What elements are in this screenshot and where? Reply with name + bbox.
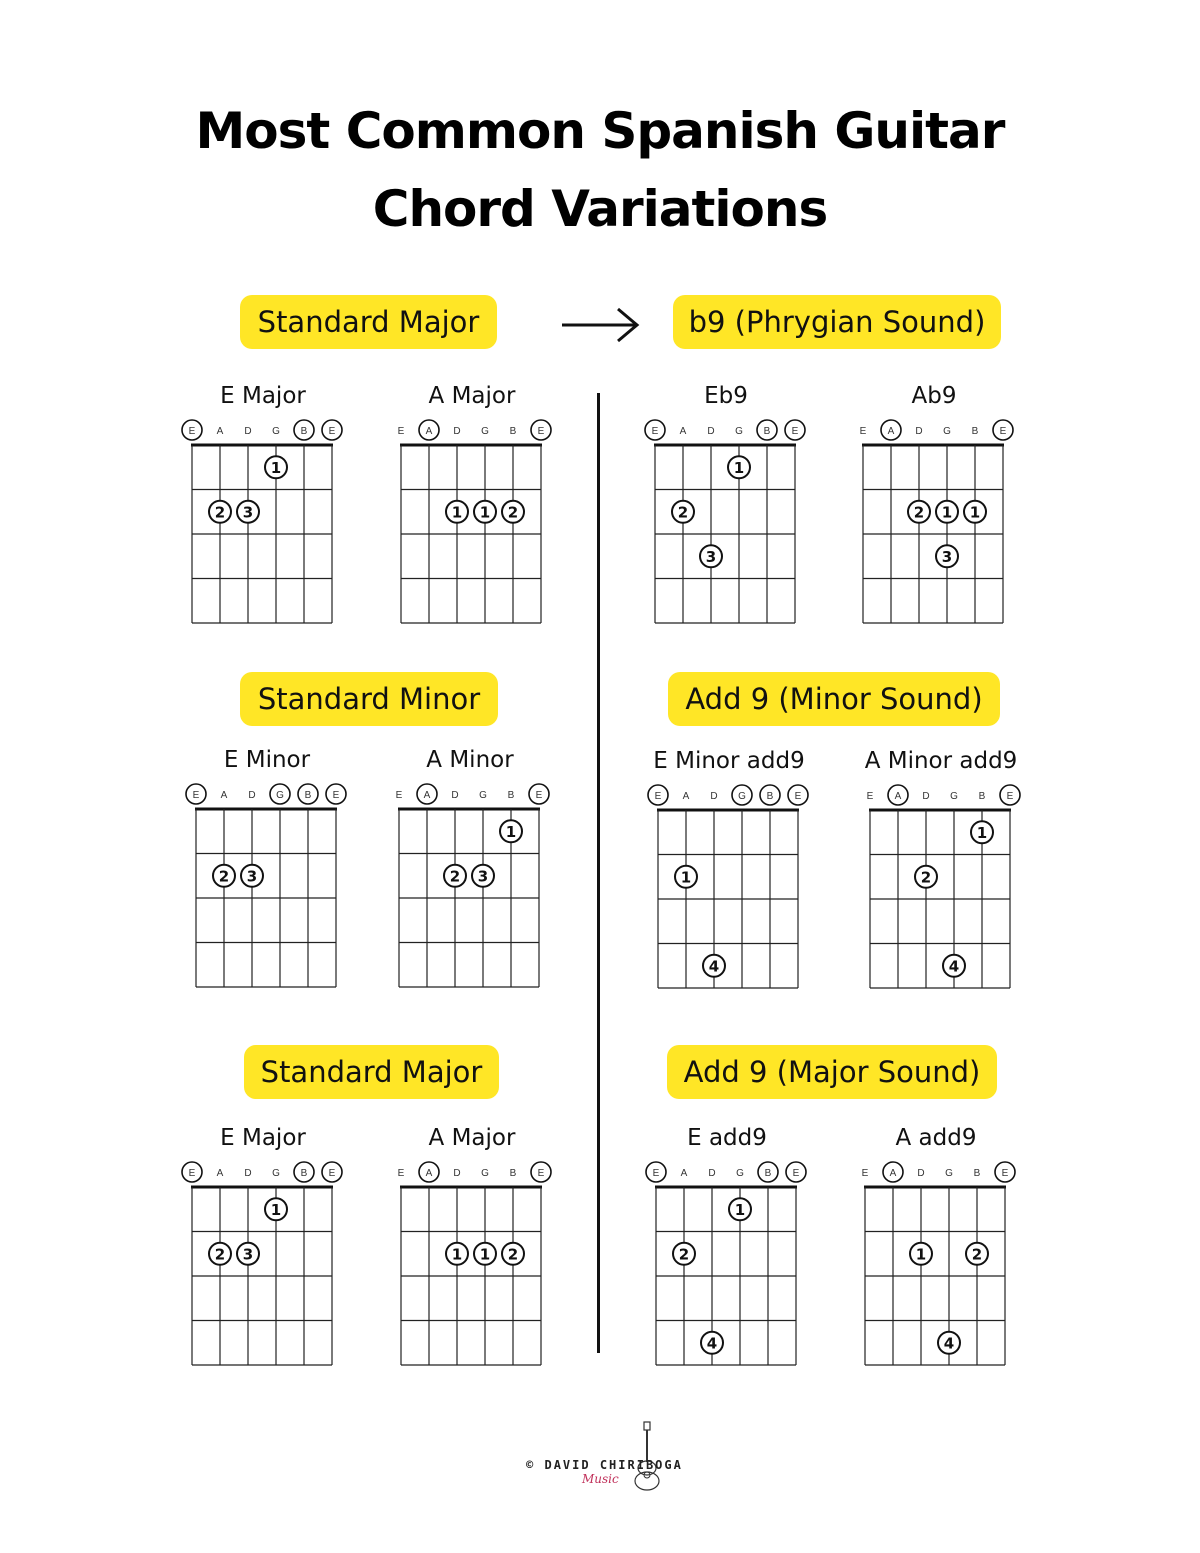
finger-number: 3	[477, 867, 489, 886]
finger-number: 2	[214, 1245, 226, 1264]
string-name-label: G	[943, 426, 951, 437]
string-name-label: E	[188, 426, 196, 437]
finger-number: 1	[270, 1200, 282, 1219]
string-name-label: B	[971, 426, 979, 437]
string-name-label: G	[272, 426, 280, 437]
string-name-label: A	[680, 1168, 688, 1179]
string-name-label: B	[509, 426, 517, 437]
string-name-label: E	[1001, 1168, 1009, 1179]
finger-dot	[474, 501, 496, 523]
finger-dot	[472, 865, 494, 887]
section-label: Standard Major	[240, 295, 497, 349]
finger-number: 4	[708, 957, 720, 976]
finger-dot	[474, 1243, 496, 1265]
string-name-label: B	[766, 791, 774, 802]
finger-dot	[936, 501, 958, 523]
chord-grid	[163, 1153, 363, 1363]
string-name-label: A	[889, 1168, 897, 1179]
finger-number: 3	[246, 867, 258, 886]
finger-dot	[700, 545, 722, 567]
finger-number: 2	[507, 503, 519, 522]
column-divider	[597, 393, 600, 1353]
string-name-label: D	[453, 426, 461, 437]
logo-brand-text: © DAVID CHIRIBOGA	[526, 1458, 683, 1472]
chord-grid	[372, 411, 572, 621]
finger-number: 2	[677, 503, 689, 522]
chord-name: A Minor add9	[864, 748, 1018, 774]
finger-dot	[265, 1198, 287, 1220]
string-name-label: E	[652, 1168, 660, 1179]
chord-grid	[370, 775, 570, 985]
string-name-label: E	[397, 426, 405, 437]
finger-dot	[943, 955, 965, 977]
finger-number: 1	[969, 503, 981, 522]
string-name-label: A	[216, 1168, 224, 1179]
string-name-label: A	[894, 791, 902, 802]
string-name-label: B	[509, 1168, 517, 1179]
page-title	[0, 92, 1200, 248]
finger-dot	[237, 501, 259, 523]
finger-number: 1	[733, 458, 745, 477]
right-arrow-icon	[560, 305, 642, 345]
chord-name: Eb9	[704, 383, 748, 409]
chord-grid	[841, 776, 1041, 986]
string-name-label: A	[887, 426, 895, 437]
section-label: Add 9 (Major Sound)	[667, 1045, 997, 1099]
finger-dot	[936, 545, 958, 567]
string-name-label: E	[332, 790, 340, 801]
finger-number: 4	[706, 1334, 718, 1353]
string-name-label: A	[679, 426, 687, 437]
string-name-label: E	[861, 1168, 869, 1179]
finger-number: 3	[242, 1245, 254, 1264]
string-name-label: E	[537, 426, 545, 437]
finger-number: 1	[505, 822, 517, 841]
finger-dot	[910, 1243, 932, 1265]
finger-number: 3	[941, 547, 953, 566]
finger-number: 1	[479, 1245, 491, 1264]
chord-name: E Minor	[223, 747, 311, 773]
section-label: Standard Major	[244, 1045, 499, 1099]
finger-number: 1	[451, 503, 463, 522]
finger-dot	[241, 865, 263, 887]
string-name-label: E	[395, 790, 403, 801]
string-name-label: B	[978, 791, 986, 802]
string-name-label: B	[973, 1168, 981, 1179]
finger-dot	[964, 501, 986, 523]
string-name-label: E	[651, 426, 659, 437]
finger-number: 1	[270, 458, 282, 477]
chord-grid	[834, 411, 1034, 621]
string-name-label: D	[451, 790, 459, 801]
string-name-label: E	[192, 790, 200, 801]
finger-number: 1	[734, 1200, 746, 1219]
finger-number: 2	[218, 867, 230, 886]
finger-number: 1	[451, 1245, 463, 1264]
finger-dot	[729, 1198, 751, 1220]
string-name-label: A	[220, 790, 228, 801]
string-name-label: D	[248, 790, 256, 801]
chord-name: E Major	[220, 383, 306, 409]
string-name-label: E	[999, 426, 1007, 437]
finger-number: 1	[941, 503, 953, 522]
string-name-label: A	[425, 1168, 433, 1179]
string-name-label: G	[276, 790, 284, 801]
string-name-label: B	[304, 790, 312, 801]
string-name-label: E	[537, 1168, 545, 1179]
finger-number: 1	[976, 823, 988, 842]
finger-number: 2	[920, 868, 932, 887]
string-name-label: E	[1006, 791, 1014, 802]
chord-grid	[629, 776, 829, 986]
finger-dot	[908, 501, 930, 523]
string-name-label: D	[922, 791, 930, 802]
section-label: b9 (Phrygian Sound)	[673, 295, 1001, 349]
finger-number: 2	[913, 503, 925, 522]
finger-dot	[701, 1332, 723, 1354]
brand-logo	[526, 1420, 683, 1500]
chord-grid	[372, 1153, 572, 1363]
string-name-label: D	[453, 1168, 461, 1179]
finger-dot	[703, 955, 725, 977]
chord-name: Ab9	[911, 383, 957, 409]
string-name-label: D	[244, 1168, 252, 1179]
string-name-label: E	[397, 1168, 405, 1179]
chord-grid	[627, 1153, 827, 1363]
string-name-label: G	[736, 1168, 744, 1179]
string-name-label: E	[328, 1168, 336, 1179]
logo-sub-text: Music	[582, 1472, 619, 1486]
chord-grid	[626, 411, 826, 621]
finger-number: 2	[449, 867, 461, 886]
string-name-label: G	[738, 791, 746, 802]
finger-number: 4	[948, 957, 960, 976]
string-name-label: E	[866, 791, 874, 802]
string-name-label: E	[328, 426, 336, 437]
chord-name: A add9	[895, 1125, 977, 1151]
section-label: Standard Minor	[240, 672, 498, 726]
title-line-1: Most Common Spanish Guitar	[195, 102, 1005, 160]
finger-dot	[728, 456, 750, 478]
finger-dot	[672, 501, 694, 523]
finger-dot	[213, 865, 235, 887]
guitar-icon	[632, 1420, 662, 1492]
finger-number: 3	[242, 503, 254, 522]
string-name-label: E	[535, 790, 543, 801]
chord-name: A Major	[428, 1125, 516, 1151]
string-name-label: D	[244, 426, 252, 437]
finger-dot	[915, 866, 937, 888]
string-name-label: B	[507, 790, 515, 801]
finger-number: 3	[705, 547, 717, 566]
string-name-label: D	[707, 426, 715, 437]
finger-number: 1	[915, 1245, 927, 1264]
finger-number: 2	[971, 1245, 983, 1264]
string-name-label: B	[764, 1168, 772, 1179]
finger-number: 1	[479, 503, 491, 522]
string-name-label: A	[425, 426, 433, 437]
finger-dot	[209, 501, 231, 523]
string-name-label: G	[945, 1168, 953, 1179]
chord-grid	[163, 411, 363, 621]
chord-grid	[167, 775, 367, 985]
string-name-label: A	[216, 426, 224, 437]
string-name-label: A	[682, 791, 690, 802]
finger-dot	[265, 456, 287, 478]
chord-name: E Minor add9	[653, 748, 805, 774]
string-name-label: E	[188, 1168, 196, 1179]
string-name-label: E	[791, 426, 799, 437]
string-name-label: E	[859, 426, 867, 437]
finger-number: 2	[678, 1245, 690, 1264]
finger-dot	[673, 1243, 695, 1265]
finger-dot	[446, 501, 468, 523]
string-name-label: G	[479, 790, 487, 801]
string-name-label: G	[481, 426, 489, 437]
string-name-label: B	[763, 426, 771, 437]
string-name-label: B	[300, 426, 308, 437]
string-name-label: G	[481, 1168, 489, 1179]
finger-dot	[675, 866, 697, 888]
finger-dot	[938, 1332, 960, 1354]
chord-name: E add9	[687, 1125, 767, 1151]
section-label: Add 9 (Minor Sound)	[668, 672, 1000, 726]
string-name-label: G	[735, 426, 743, 437]
string-name-label: D	[915, 426, 923, 437]
finger-dot	[502, 501, 524, 523]
string-name-label: G	[950, 791, 958, 802]
string-name-label: G	[272, 1168, 280, 1179]
finger-number: 2	[214, 503, 226, 522]
string-name-label: E	[792, 1168, 800, 1179]
string-name-label: A	[423, 790, 431, 801]
finger-dot	[502, 1243, 524, 1265]
finger-dot	[237, 1243, 259, 1265]
finger-dot	[444, 865, 466, 887]
string-name-label: D	[917, 1168, 925, 1179]
string-name-label: B	[300, 1168, 308, 1179]
finger-number: 4	[943, 1334, 955, 1353]
finger-dot	[500, 820, 522, 842]
finger-dot	[209, 1243, 231, 1265]
chord-name: E Major	[220, 1125, 306, 1151]
title-line-2: Chord Variations	[372, 180, 828, 238]
string-name-label: D	[710, 791, 718, 802]
finger-dot	[971, 821, 993, 843]
finger-number: 1	[680, 868, 692, 887]
finger-number: 2	[507, 1245, 519, 1264]
chord-grid	[836, 1153, 1036, 1363]
finger-dot	[446, 1243, 468, 1265]
chord-name: A Minor	[426, 747, 514, 773]
string-name-label: E	[654, 791, 662, 802]
finger-dot	[966, 1243, 988, 1265]
string-name-label: D	[708, 1168, 716, 1179]
chord-name: A Major	[428, 383, 516, 409]
string-name-label: E	[794, 791, 802, 802]
